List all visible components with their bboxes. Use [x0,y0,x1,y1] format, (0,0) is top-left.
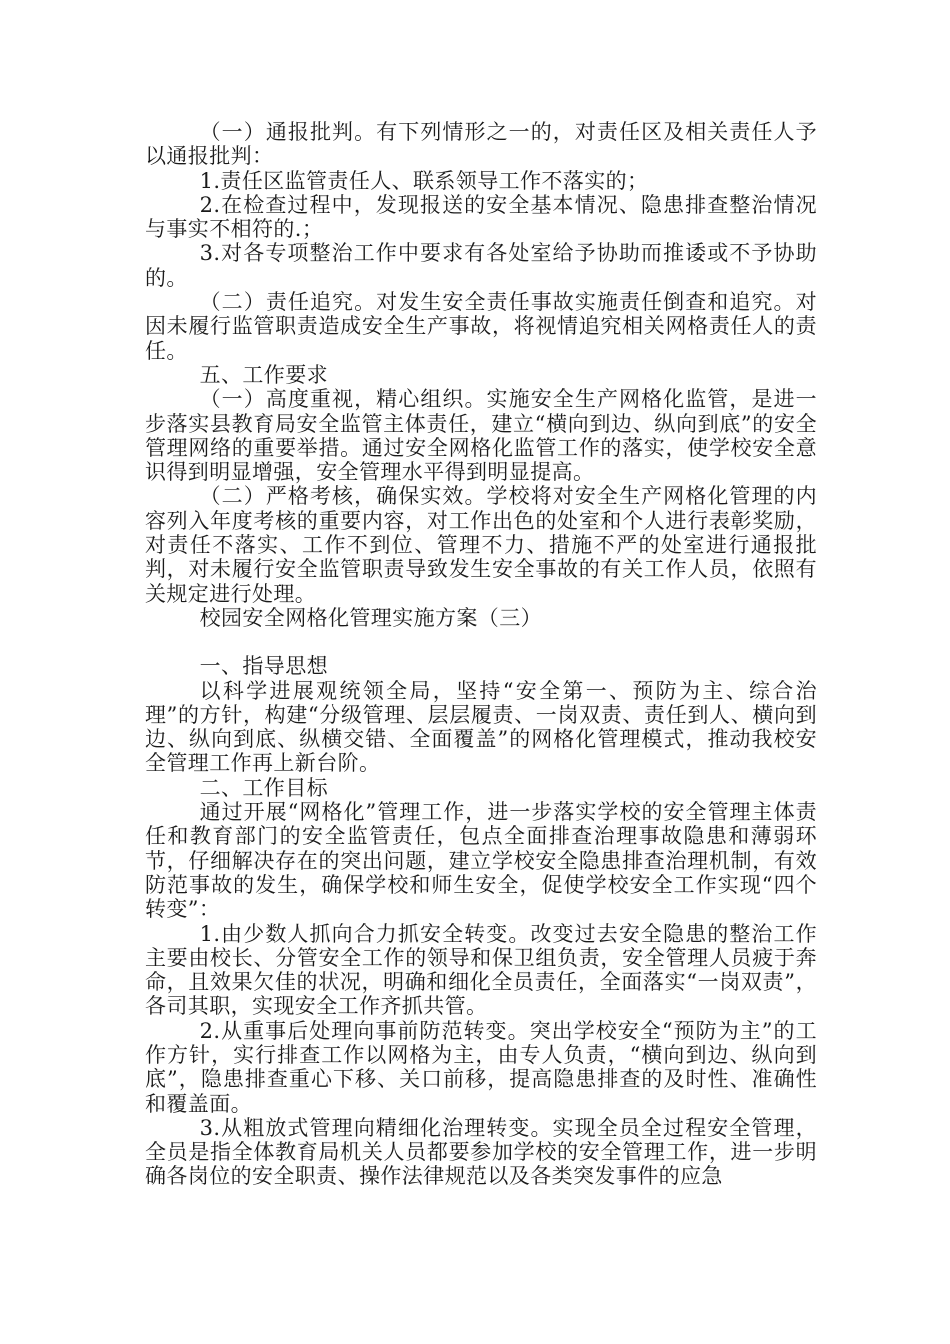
paragraph-item-2: 2.在检查过程中，发现报送的安全基本情况、隐患排查整治情况与事实不相符的.； [145,192,817,242]
section-heading-work-goals: 二、工作目标 [199,775,328,800]
paragraph-report-criticism: （一）通报批判。有下列情形之一的，对责任区及相关责任人予以通报批判： [145,120,817,169]
blank-line [145,630,817,654]
paragraph-goal-1: 1.由少数人抓向合力抓安全转变。改变过去安全隐患的整治工作主要由校长、分管安全工作的领导和保卫组负责，安全管理人员疲于奔命，且效果欠佳的状况，明确和细化全员责任，全面落实“一岗双责”，各司其职，实现安全工作齐抓共管。 [145,921,817,1019]
paragraph-item-1: 1.责任区监管责任人、联系领导工作不落实的； [199,168,649,193]
paragraph-goal-2: 2.从重事后处理向事前防范转变。突出学校安全“预防为主”的工作方针，实行排查工作以网格为主，由专人负责，“横向到边、纵向到底”，隐患排查重心下移、关口前移，提高隐患排查的及时性、准确性和覆盖面。 [145,1018,817,1116]
document-body [145,120,817,1189]
paragraph-goal-3: 3.从粗放式管理向精细化治理转变。实现全员全过程安全管理，全员是指全体教育局机关人员都要参加学校的安全管理工作，进一步明确各岗位的安全职责、操作法律规范以及各类突发事件的应急 [145,1115,817,1189]
paragraph-guiding-thought: 以科学进展观统领全局，坚持“安全第一、预防为主、综合治理”的方针，构建“分级管理、层层履责、一岗双责、责任到人、横向到边、纵向到底、纵横交错、全面覆盖”的网格化管理模式，推动我校安全管理工作再上新台阶。 [145,678,817,776]
section-heading-guiding-thought: 一、指导思想 [199,654,328,679]
paragraph-item-3: 3.对各专项整治工作中要求有各处室给予协助而推诿或不予协助的。 [145,241,817,290]
paragraph-work-goals: 通过开展“网格化”管理工作，进一步落实学校的安全管理主体责任和教育部门的安全监管责任，包点全面排查治理事故隐患和薄弱环节，仔细解决存在的突出问题，建立学校安全隐患排查治理机制，有效防范事故的发生，确保学校和师生安全，促使学校安全工作实现“四个转变”： [145,800,817,922]
paragraph-strict-assessment: （二）严格考核，确保实效。学校将对安全生产网格化管理的内容列入年度考核的重要内容，对工作出色的处室和个人进行表彰奖励，对责任不落实、工作不到位、管理不力、措施不严的处室进行通报批判，对未履行安全监管职责导致发生安全事故的有关工作人员，依照有关规定进行处理。 [145,484,817,606]
paragraph-accountability: （二）责任追究。对发生安全责任事故实施责任倒查和追究。对因未履行监管职责造成安全生产事故，将视情追究相关网格责任人的责任。 [145,290,817,363]
section-heading-work-requirements: 五、工作要求 [199,362,328,387]
document-subtitle: 校园安全网格化管理实施方案（三） [199,605,542,630]
paragraph-high-attention: （一）高度重视，精心组织。实施安全生产网格化监管，是进一步落实县教育局安全监管主体责任，建立“横向到边、纵向到底”的安全管理网络的重要举措。通过安全网格化监管工作的落实，使学校安全意识得到明显增强，安全管理水平得到明显提高。 [145,387,817,485]
